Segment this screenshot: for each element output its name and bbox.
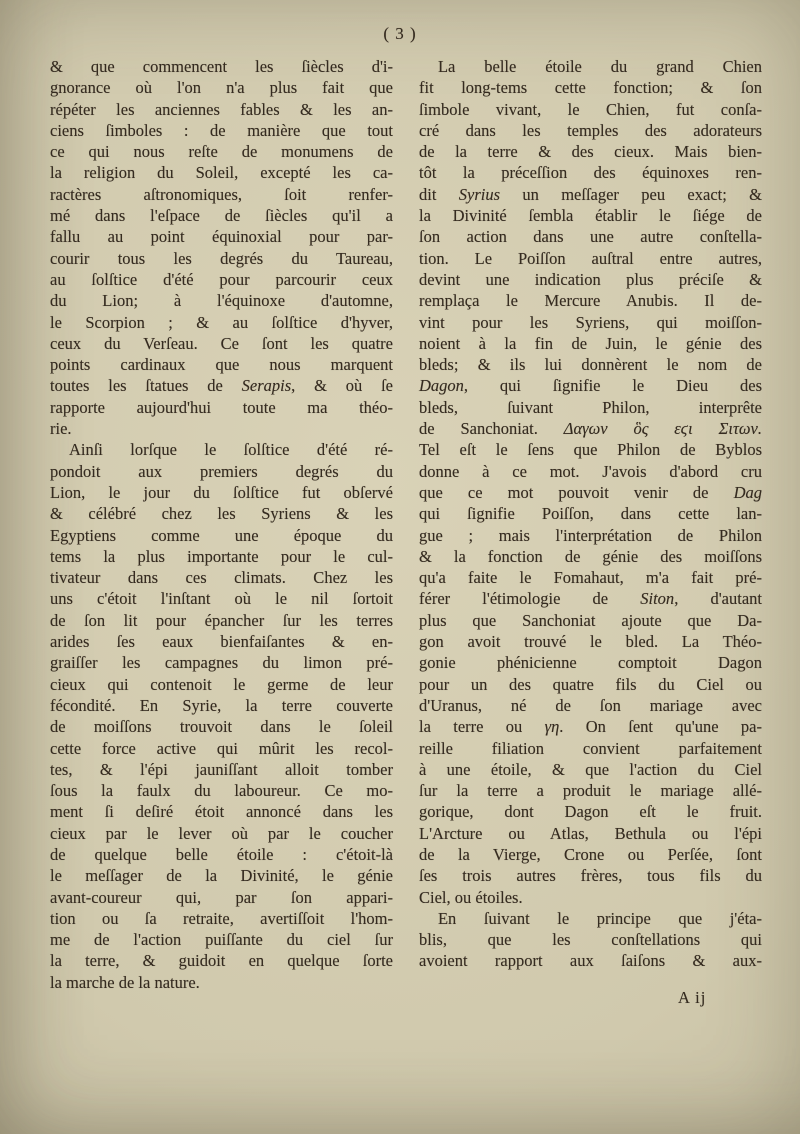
text-line: points cardinaux que nous marquent bbox=[50, 355, 393, 375]
text-line: d'Uranus, né de ſon mariage avec bbox=[419, 695, 762, 715]
text-line: ce qui nous reſte de monumens de bbox=[50, 142, 393, 162]
text-line: gue ; mais l'interprétation de Philon bbox=[419, 525, 762, 545]
text-line: blis, que les conſtellations qui bbox=[419, 930, 762, 950]
text-line: ment ſi deſiré étoit annoncé dans les bbox=[50, 802, 393, 822]
page-number: ( 3 ) bbox=[383, 24, 417, 43]
text-line: rie. bbox=[50, 419, 72, 439]
text-line: ſimbole vivant, le Chien, fut conſa- bbox=[419, 99, 762, 119]
text-line: de moiſſons trouvoit dans le ſoleil bbox=[50, 717, 393, 737]
text-line: au ſolſtice d'été pour parcourir ceux bbox=[50, 269, 393, 289]
text-line: gorique, dont Dagon eſt le fruit. bbox=[419, 802, 762, 822]
text-line: la terre ou γη. On ſent qu'une pa- bbox=[419, 717, 762, 737]
text-line: cré dans les temples des adorateurs bbox=[419, 120, 762, 140]
text-line: vint pour les Syriens, qui moiſſon- bbox=[419, 312, 762, 332]
text-line: la terre, & guidoit en quelque ſorte bbox=[50, 951, 393, 971]
text-line: le meſſager de la Divinité, le génie bbox=[50, 866, 393, 886]
text-line: plus que Sanchoniat ajoute que Da- bbox=[419, 610, 762, 630]
text-line: fécondité. En Syrie, la terre couverte bbox=[50, 695, 393, 715]
text-line: reille filiation convient parfaitement bbox=[419, 738, 762, 758]
text-line: Dagon, qui ſignifie le Dieu des bbox=[419, 376, 762, 396]
text-line: & que commencent les ſiècles d'i- bbox=[50, 57, 393, 76]
text-block bbox=[50, 56, 762, 993]
text-line: ciens ſimboles : de manière que tout bbox=[50, 120, 393, 140]
text-line: bleds, ſuivant Philon, interprête bbox=[419, 397, 762, 417]
text-line: que ce mot pouvoit venir de Dag bbox=[419, 482, 762, 502]
text-line: de la Vierge, Crone ou Perſée, ſont bbox=[419, 844, 762, 864]
text-line: arides ſes eaux bienfaiſantes & en- bbox=[50, 632, 393, 652]
text-line: Lion, le jour du ſolſtice fut obſervé bbox=[50, 482, 393, 502]
text-line: Tel eſt le ſens que Philon de Byblos bbox=[419, 440, 762, 460]
text-line: ſous la faulx du laboureur. Ce mo- bbox=[50, 781, 393, 801]
text-line: tion ou ſa retraite, avertiſſoit l'hom- bbox=[50, 908, 393, 928]
text-line: de la terre & des cieux. Mais bien- bbox=[419, 142, 762, 162]
text-line: tes, & l'épi jauniſſant alloit tomber bbox=[50, 759, 393, 779]
text-line: qu'a faite le Fomahaut, m'a fait pré- bbox=[419, 568, 762, 588]
text-line: avoient rapport aux ſaiſons & aux- bbox=[419, 951, 762, 971]
text-line: la Divinité ſembla établir le ſiége de bbox=[419, 206, 762, 226]
text-line: pondoit aux premiers degrés du bbox=[50, 461, 393, 481]
text-line: ceux du Verſeau. Ce ſont les quatre bbox=[50, 333, 393, 353]
text-line: ractères aſtronomiques, ſoit renfer- bbox=[50, 184, 393, 204]
text-line: tôt la préceſſion des équinoxes ren- bbox=[419, 163, 762, 183]
text-line: la religion du Soleil, excepté les ca- bbox=[50, 163, 393, 183]
text-line: devint une indication plus préciſe & bbox=[419, 269, 762, 289]
text-line: tems la plus importante pour le cul- bbox=[50, 546, 393, 566]
text-line: gon avoit trouvé le bled. La Théo- bbox=[419, 632, 762, 652]
left-column bbox=[50, 56, 393, 993]
text-line: le Scorpion ; & au ſolſtice d'hyver, bbox=[50, 312, 393, 332]
text-line: de Sanchoniat. Δαγων ὃς εϛι Σιτων. bbox=[419, 419, 763, 439]
text-line: tion. Le Poiſſon auſtral entre autres, bbox=[419, 248, 762, 268]
text-line: noient à la fin de Juin, le génie des bbox=[419, 333, 762, 353]
text-line: ſes trois autres frères, tous fils du bbox=[419, 866, 762, 886]
text-line: fit long-tems cette fonction; & ſon bbox=[419, 78, 762, 98]
text-line: fallu au point équinoxial pour par- bbox=[50, 227, 393, 247]
text-line: avant-coureur qui, par ſon appari- bbox=[50, 887, 393, 907]
text-line: mé dans l'eſpace de ſiècles qu'il a bbox=[50, 206, 393, 226]
text-line: Ciel, ou étoiles. bbox=[419, 887, 523, 907]
text-line: rapporte aujourd'hui toute ma théo- bbox=[50, 397, 393, 417]
text-line: uns c'étoit l'inſtant où le nil ſortoit bbox=[50, 589, 393, 609]
signature-mark: A ij bbox=[678, 988, 707, 1007]
text-line: L'Arcture ou Atlas, Bethula ou l'épi bbox=[419, 823, 762, 843]
text-line: La belle étoile du grand Chien bbox=[437, 57, 762, 76]
text-line: courir tous les degrés du Taureau, bbox=[50, 248, 393, 268]
text-line: graiſſer les campagnes du limon pré- bbox=[50, 653, 393, 673]
text-line: la marche de la nature. bbox=[50, 972, 200, 992]
text-line: Egyptiens comme une époque du bbox=[50, 525, 393, 545]
text-line: à une étoile, & que l'action du Ciel bbox=[419, 759, 762, 779]
right-column bbox=[419, 56, 762, 993]
text-line: de ſon lit pour épancher ſur les terres bbox=[50, 610, 393, 630]
text-line: tivateur dans ces climats. Chez les bbox=[50, 568, 393, 588]
text-line: bleds; & ils lui donnèrent le nom de bbox=[419, 355, 762, 375]
text-line: répéter les anciennes fables & les an- bbox=[50, 99, 393, 119]
text-line: gnorance où l'on n'a plus fait que bbox=[50, 78, 393, 98]
text-line: férer l'étimologie de Siton, d'autant bbox=[419, 589, 762, 609]
text-line: ſon action dans une autre conſtella- bbox=[419, 227, 762, 247]
text-line: cette force active qui mûrit les recol- bbox=[50, 738, 393, 758]
text-line: me de l'action puiſſante du ciel ſur bbox=[50, 930, 393, 950]
text-line: dit Syrius un meſſager peu exact; & bbox=[419, 184, 762, 204]
text-line: toutes les ſtatues de Serapis, & où ſe bbox=[50, 376, 393, 396]
text-line: gonie phénicienne comptoit Dagon bbox=[419, 653, 762, 673]
text-line: Ainſi lorſque le ſolſtice d'été ré- bbox=[68, 440, 393, 460]
text-line: pour un des quatre fils du Ciel ou bbox=[419, 674, 762, 694]
text-line: de quelque belle étoile : c'étoit-là bbox=[50, 844, 393, 864]
text-line: cieux qui contenoit le germe de leur bbox=[50, 674, 393, 694]
text-line: & la fonction de génie des moiſſons bbox=[419, 546, 762, 566]
text-line: & célébré chez les Syriens & les bbox=[50, 504, 393, 524]
text-line: cieux par le lever où par le coucher bbox=[50, 823, 393, 843]
text-line: remplaça le Mercure Anubis. Il de- bbox=[419, 291, 762, 311]
text-line: donne à ce mot. J'avois d'abord cru bbox=[419, 461, 762, 481]
text-line: ſur la terre a produit le mariage allé- bbox=[419, 781, 762, 801]
text-line: En ſuivant le principe que j'éta- bbox=[437, 908, 762, 928]
text-line: qui ſignifie Poiſſon, dans cette lan- bbox=[419, 504, 762, 524]
text-line: du Lion; à l'équinoxe d'automne, bbox=[50, 291, 393, 311]
